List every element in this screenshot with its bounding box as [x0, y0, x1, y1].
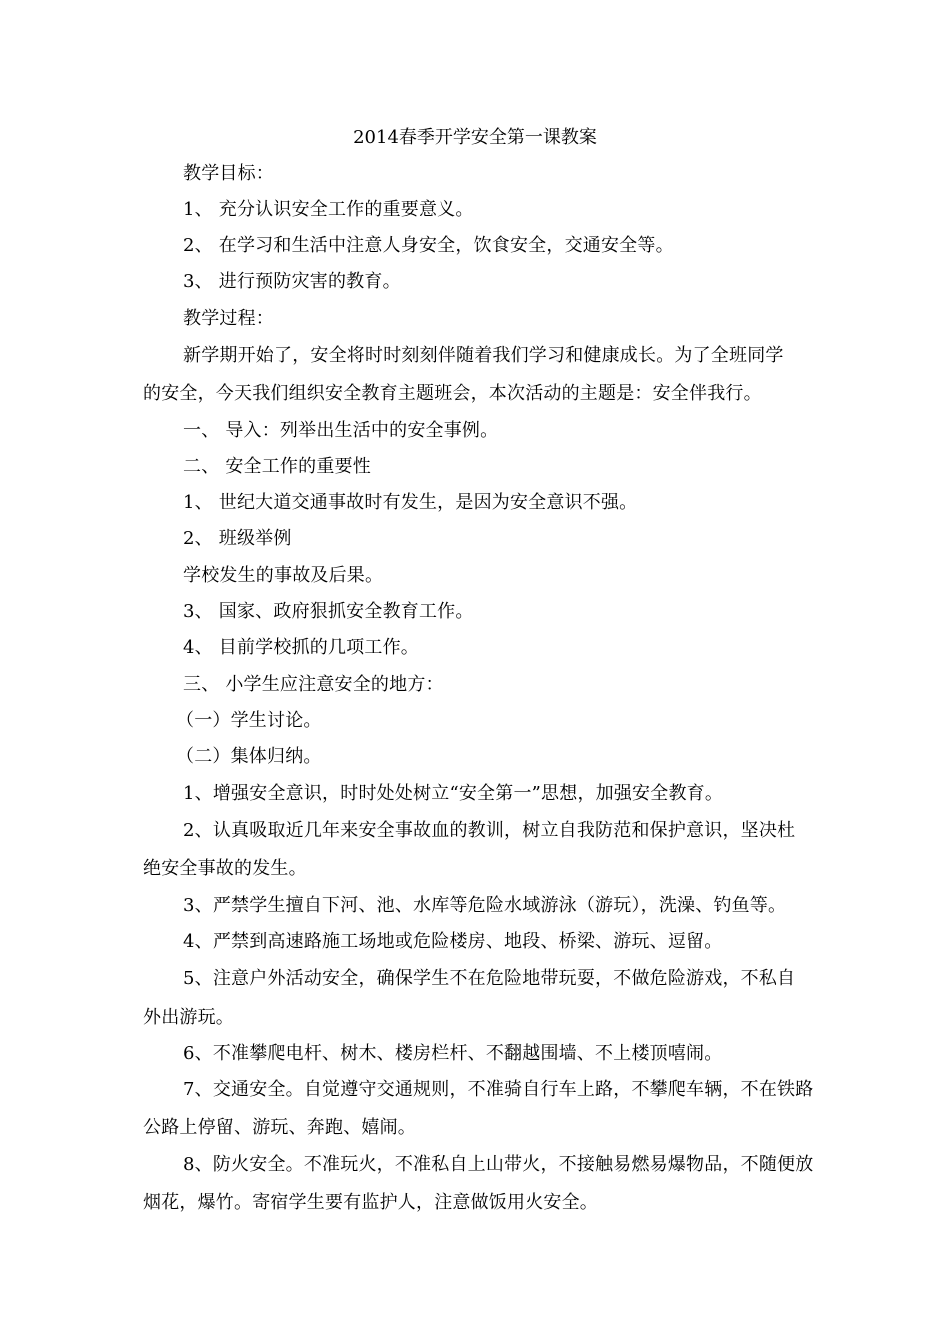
section-heading-teaching-goals: 教学目标：: [183, 163, 274, 184]
rule-item-5-line-1: 5、注意户外活动安全，确保学生不在危险地带玩耍，不做危险游戏，不私自: [183, 968, 796, 989]
rule-item-1: 1、增强安全意识，时时处处树立“安全第一”思想，加强安全教育。: [183, 783, 724, 804]
rule-item-5-line-2: 外出游玩。: [143, 1007, 234, 1028]
subsection-summary: （二）集体归纳。: [176, 746, 322, 767]
rule-item-7-line-1: 7、交通安全。自觉遵守交通规则，不准骑自行车上路，不攀爬车辆，不在铁路: [183, 1079, 814, 1100]
rule-item-7-line-2: 公路上停留、游玩、奔跑、嬉闹。: [143, 1117, 416, 1138]
intro-paragraph-line-1: 新学期开始了，安全将时时刻刻伴随着我们学习和健康成长。为了全班同学: [183, 345, 784, 366]
intro-paragraph-line-2: 的安全，今天我们组织安全教育主题班会，本次活动的主题是：安全伴我行。: [143, 383, 762, 404]
rule-item-6: 6、不准攀爬电杆、树木、楼房栏杆、不翻越围墙、不上楼顶嘻闹。: [183, 1043, 723, 1064]
part-two-item-1: 1、 世纪大道交通事故时有发生，是因为安全意识不强。: [183, 492, 638, 513]
part-two-item-4: 4、 目前学校抓的几项工作。: [183, 637, 419, 658]
goal-item-2: 2、 在学习和生活中注意人身安全，饮食安全，交通安全等。: [183, 235, 674, 256]
part-one-heading: 一、 导入：列举出生活中的安全事例。: [183, 420, 499, 441]
part-two-heading: 二、 安全工作的重要性: [183, 456, 371, 477]
document-title: 2014春季开学安全第一课教案: [353, 127, 597, 148]
part-two-item-2-detail: 学校发生的事故及后果。: [183, 565, 384, 586]
part-three-heading: 三、 小学生应注意安全的地方：: [183, 674, 444, 695]
subsection-discussion: （一）学生讨论。: [176, 710, 322, 731]
rule-item-3: 3、严禁学生擅自下河、池、水库等危险水域游泳（游玩），洗澡、钓鱼等。: [183, 895, 787, 916]
goal-item-3: 3、 进行预防灾害的教育。: [183, 271, 401, 292]
part-two-item-3: 3、 国家、政府狠抓安全教育工作。: [183, 601, 474, 622]
rule-item-2-line-2: 绝安全事故的发生。: [143, 858, 307, 879]
rule-item-8-line-1: 8、防火安全。不准玩火，不准私自上山带火，不接触易燃易爆物品，不随便放: [183, 1154, 814, 1175]
rule-item-4: 4、严禁到高速路施工场地或危险楼房、地段、桥梁、游玩、逗留。: [183, 931, 723, 952]
goal-item-1: 1、 充分认识安全工作的重要意义。: [183, 199, 474, 220]
section-heading-teaching-process: 教学过程：: [183, 308, 274, 329]
part-two-item-2: 2、 班级举例: [183, 528, 292, 549]
rule-item-8-line-2: 烟花，爆竹。寄宿学生要有监护人，注意做饭用火安全。: [143, 1192, 598, 1213]
rule-item-2-line-1: 2、认真吸取近几年来安全事故血的教训，树立自我防范和保护意识，坚决杜: [183, 820, 796, 841]
